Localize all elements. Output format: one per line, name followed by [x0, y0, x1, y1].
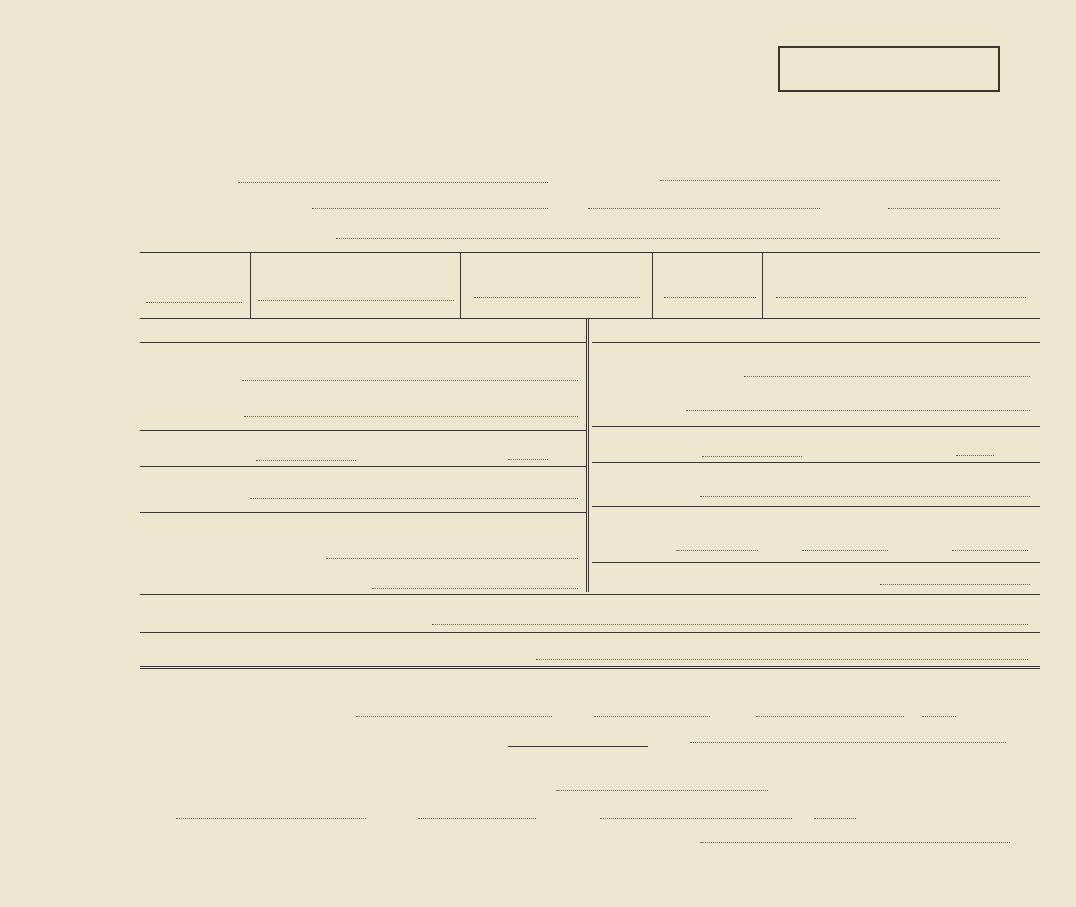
- registration-box: [778, 46, 1000, 92]
